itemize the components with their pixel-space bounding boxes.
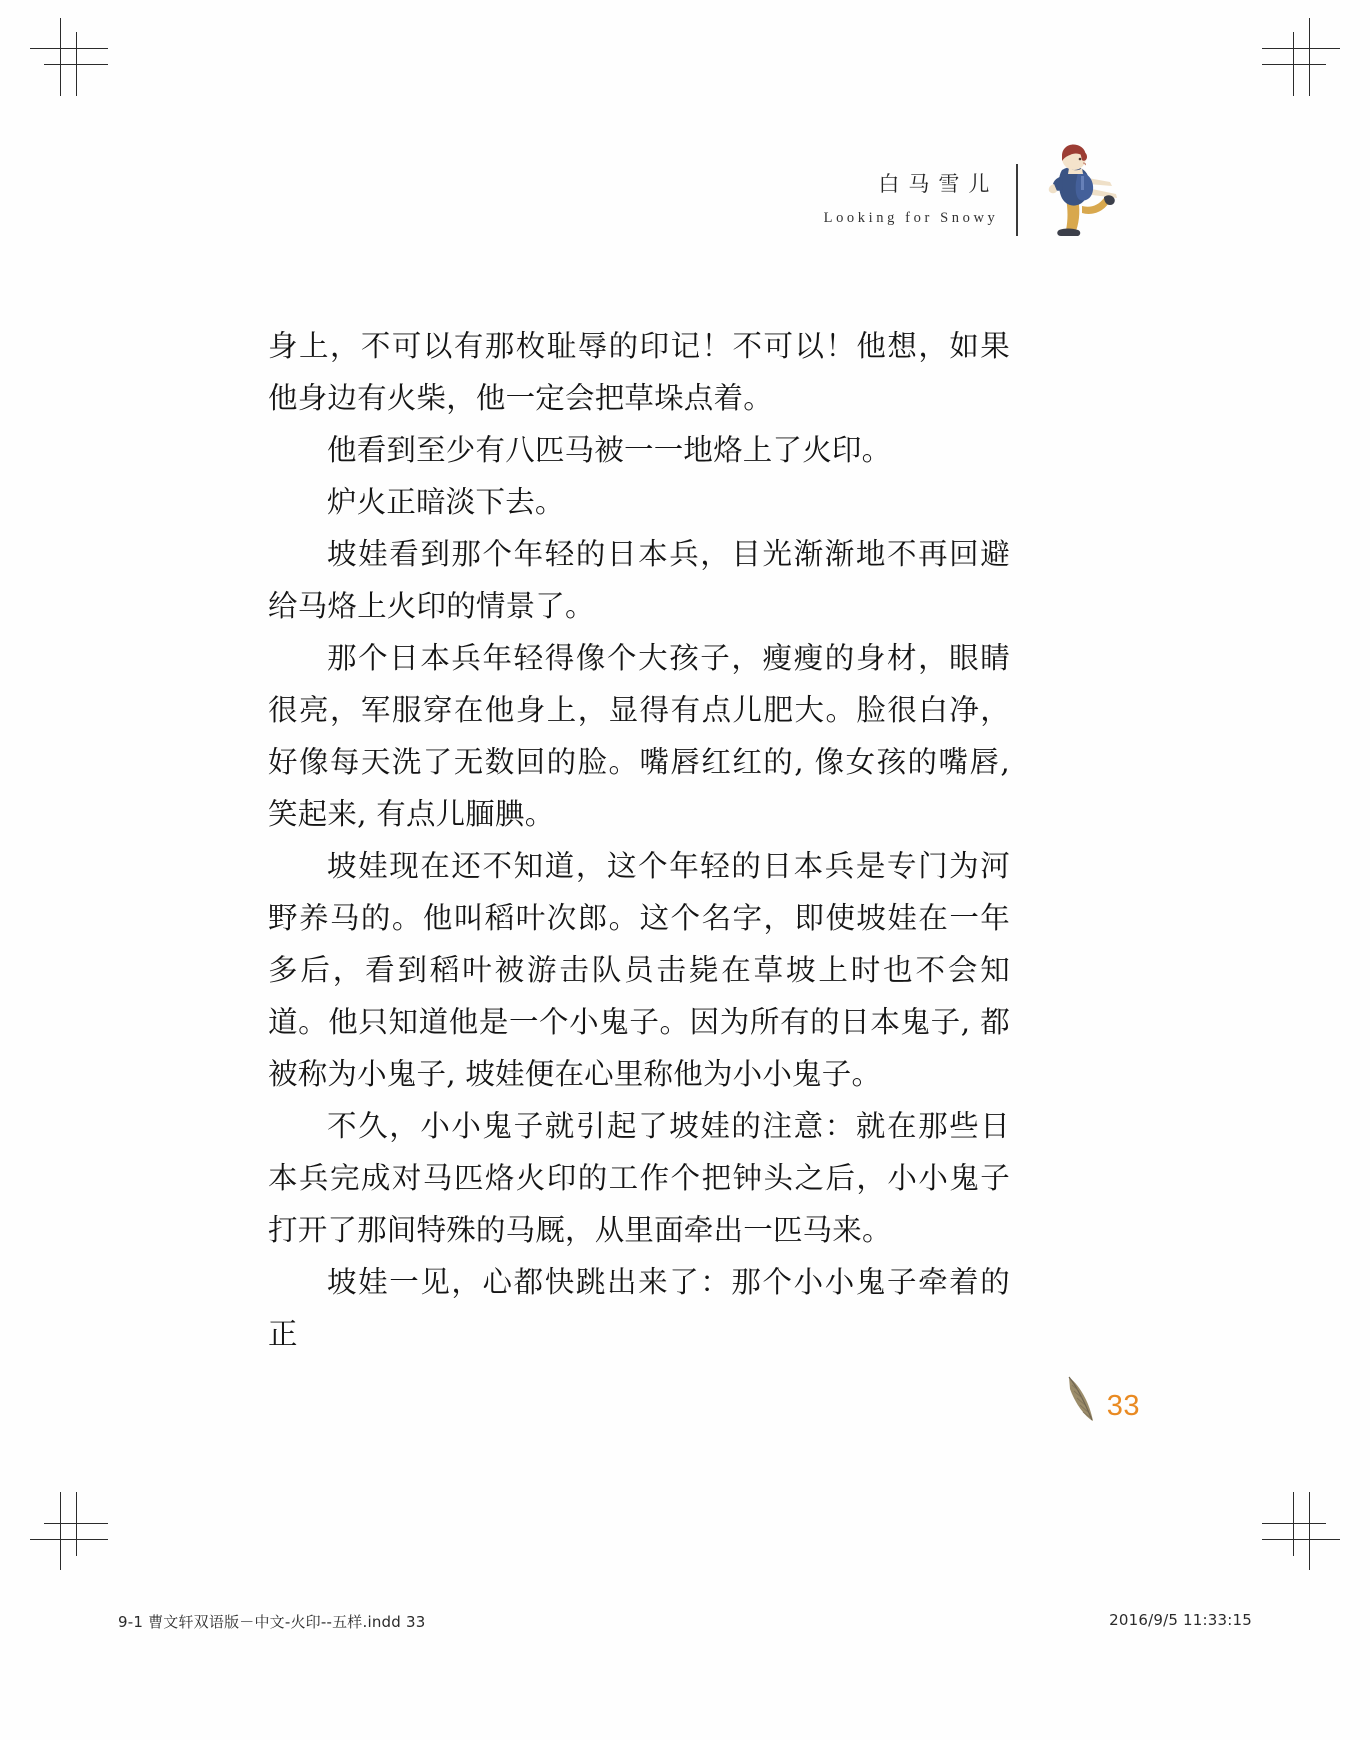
- page-folio: [1065, 1373, 1140, 1425]
- book-title-chinese: 白马雪儿: [878, 172, 999, 197]
- running-boy-illustration: [1026, 134, 1138, 246]
- imprint-timestamp: 2016/9/5 11:33:15: [1109, 1611, 1252, 1629]
- paragraph: 坡娃看到那个年轻的日本兵，目光渐渐地不再回避给马烙上火印的情景了。: [268, 537, 1010, 623]
- header-divider-rule: [1016, 164, 1018, 236]
- paragraph: 不久，小小鬼子就引起了坡娃的注意：就在那些日本兵完成对马匹烙火印的工作个把钟头之后，小小鬼子打开了那间特殊的马厩，从里面牵出一匹马来。: [268, 1109, 1010, 1247]
- paragraph: 坡娃现在还不知道，这个年轻的日本兵是专门为河野养马的。他叫稻叶次郎。这个名字，即使坡娃在一年多后，看到稻叶被游击队员击毙在草坡上时也不会知道。他只知道他是一个小鬼子。因为所有的日本鬼子, 都被称为小鬼子, 坡娃便在心里称他为小小鬼子。: [268, 849, 1010, 1091]
- paragraph: 坡娃一见，心都快跳出来了：那个小小鬼子牵着的正: [268, 1265, 1010, 1351]
- crop-mark-bottom-left: [30, 1492, 108, 1570]
- crop-mark-top-left: [30, 18, 108, 96]
- crop-mark-bottom-right: [1262, 1492, 1340, 1570]
- paragraph: 身上，不可以有那枚耻辱的印记！不可以！他想，如果他身边有火柴，他一定会把草垛点着。: [268, 329, 1010, 415]
- paragraph: 那个日本兵年轻得像个大孩子，瘦瘦的身材，眼睛很亮，军服穿在他身上，显得有点儿肥大。脸很白净，好像每天洗了无数回的脸。嘴唇红红的, 像女孩的嘴唇, 笑起来, 有点儿腼腆。: [268, 641, 1010, 831]
- running-header: [824, 150, 1138, 246]
- imprint-file-label: 9-1 曹文轩双语版－中文-火印--五样.indd 33: [118, 1613, 426, 1631]
- page-number: 33: [1106, 1390, 1140, 1422]
- page-body-text: [268, 320, 1010, 1360]
- paragraph: 炉火正暗淡下去。: [327, 485, 565, 519]
- feather-ornament: [1065, 1373, 1099, 1425]
- running-header-titles: [824, 169, 1017, 227]
- crop-mark-top-right: [1262, 18, 1340, 96]
- book-title-english: Looking for Snowy: [823, 209, 999, 226]
- paragraph: 他看到至少有八匹马被一一地烙上了火印。: [327, 433, 892, 467]
- imprint-footer: [118, 1611, 1252, 1632]
